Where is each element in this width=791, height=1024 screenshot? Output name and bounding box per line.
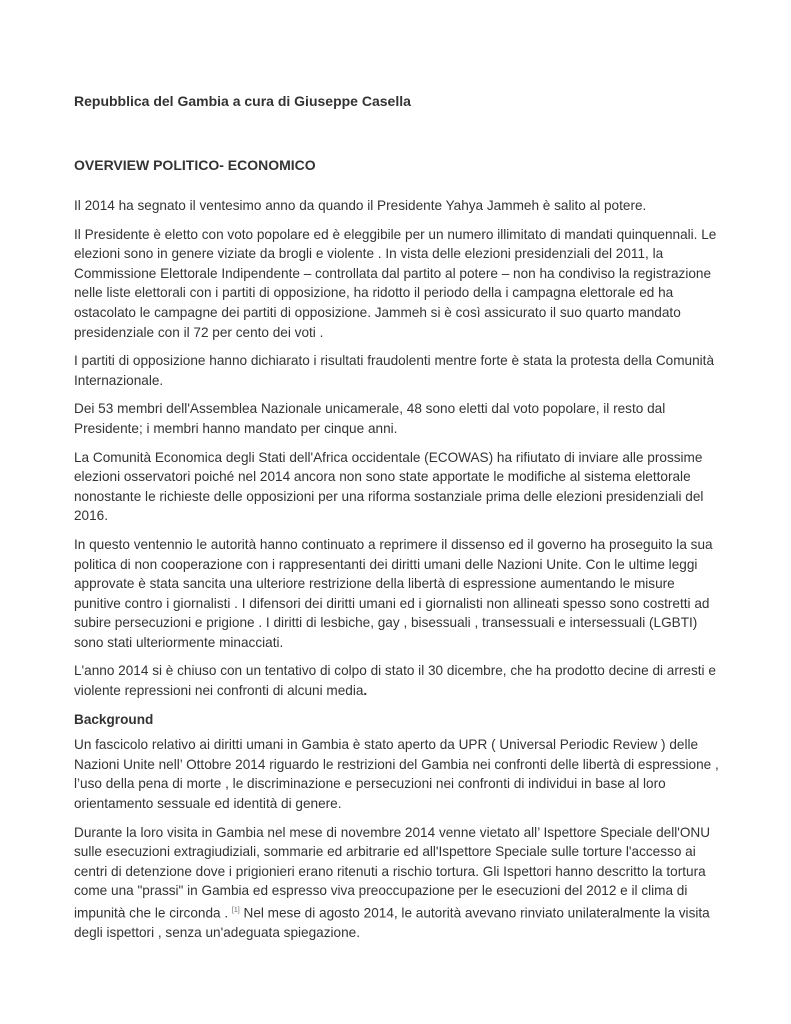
paragraph-opposition: I partiti di opposizione hanno dichiarato i risultati fraudolenti mentre forte è stata la protesta della Comunità Internazionale. — [74, 353, 715, 388]
paragraph-ecowas: La Comunità Economica degli Stati dell'Africa occidentale (ECOWAS) ha rifiutato di inviare alle prossime elezioni osservatori poiché nel 2014 ancora non sono state apportate le modifiche al sistema elettorale nonostante le richieste delle opposizioni per una riforma sostanziale prima delle elezioni presidenziali del 2016. — [74, 449, 704, 524]
coup-attempt-text: L'anno 2014 si è chiuso con un tentativo di colpo di stato il 30 dicembre, che ha prodotto decine di arresti e violente repressioni nei confronti di alcuni media — [74, 663, 716, 699]
coup-attempt-period: . — [363, 683, 368, 699]
footnote-reference[interactable]: [1] — [231, 907, 240, 914]
paragraph-elections: Il Presidente è eletto con voto popolare ed è eleggibile per un numero illimitato di mandati quinquennali. Le elezioni sono in genere viziate da brogli e violente . In vista delle elezioni presidenziali del 2011, la Commissione Elettorale Indipendente – controllata dal partito al potere – non ha condiviso la registrazione nelle liste elettorali con i partiti di opposizione, ha ridotto il periodo della i campagna elettorale ed ha ostacolato le campagne dei partiti di opposizione. Jammeh si è così assicurato il suo quarto mandato presidenziale con il 72 per cento dei voti . — [74, 226, 717, 340]
paragraph-assembly: Dei 53 membri dell'Assemblea Nazionale unicamerale, 48 sono eletti dal voto popolare, il resto dal Presidente; i membri hanno mandato per cinque anni. — [74, 401, 666, 436]
inspectors-text-part1: Durante la loro visita in Gambia nel mese di novembre 2014 venne vietato all’ Ispettore Speciale dell'ONU sulle esecuzioni extragiudiziali, sommarie ed arbitrarie ed all'Ispettore Speciale sulle torture l'accesso ai centri di detenzione dove i prigionieri erano ritenuti a rischio tortura. Gli Ispettori hanno descritto la tortura come una "prassi" in Gambia ed espresso viva preoccupazione per le esecuzioni del 2012 e il clima di impunità che le circonda . — [74, 824, 711, 921]
document-title: Repubblica del Gambia a cura di Giuseppe Casella — [74, 93, 411, 109]
paragraph-coup-attempt — [74, 661, 724, 700]
section-heading-overview: OVERVIEW POLITICO- ECONOMICO — [74, 157, 316, 173]
document-body — [74, 196, 724, 952]
paragraph-upr: Un fascicolo relativo ai diritti umani in Gambia è stato aperto da UPR ( Universal Periodic Review ) delle Nazioni Unite nell’ Ottobre 2014 riguardo le restrizioni del Gambia nei confronti delle libertà di espressione , l’uso della pena di morte , le discriminazione e persecuzioni nei confronti di individui in base al loro orientamento sessuale ed identità di genere. — [74, 737, 719, 812]
inspectors-text-part2: Nel mese di agosto 2014, le autorità avevano rinviato unilateralmente la visita degli ispettori , senza un'adeguata spiegazione. — [74, 905, 710, 941]
paragraph-repression: In questo ventennio le autorità hanno continuato a reprimere il dissenso ed il governo ha proseguito la sua politica di non cooperazione con i rappresentanti dei diritti umani delle Nazioni Unite. Con le ultime leggi approvate è stata sancita una ulteriore restrizione della libertà di espressione aumentando le misure punitive contro i giornalisti . I difensori dei diritti umani ed i giornalisti non allineati spesso sono costretti ad subire persecuzioni e prigione . I diritti di lesbiche, gay , bisessuali , transessuali e intersessuali (LGBTI) sono stati ulteriormente minacciati. — [74, 536, 713, 650]
paragraph-inspectors — [74, 823, 724, 943]
paragraph-intro: Il 2014 ha segnato il ventesimo anno da quando il Presidente Yahya Jammeh è salito al potere. — [74, 198, 647, 213]
background-heading: Background — [74, 711, 154, 727]
